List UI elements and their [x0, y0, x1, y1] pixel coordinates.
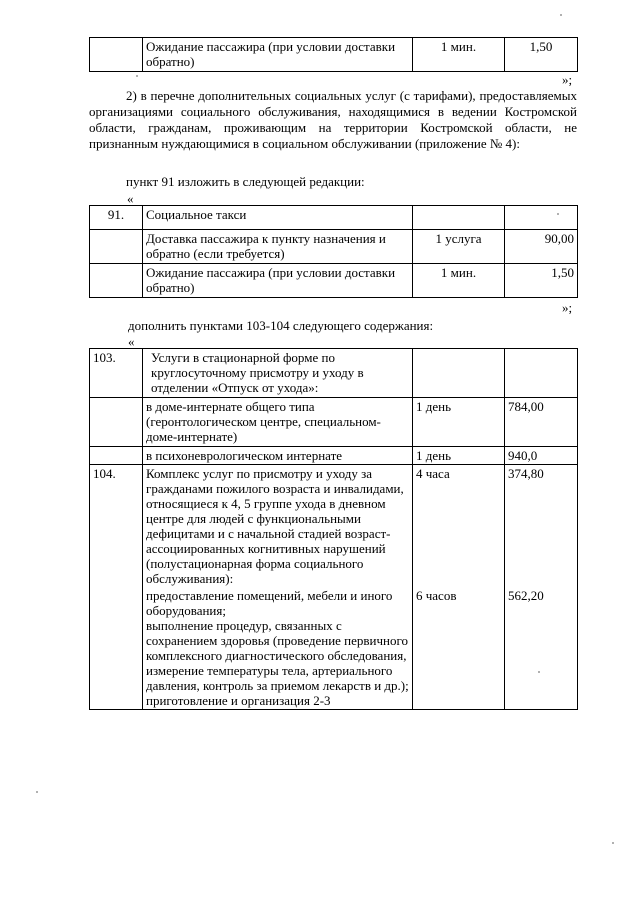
service-name: в психоневрологическом интернате [143, 447, 413, 465]
tariff-table-103-104 [89, 348, 578, 710]
price-cell [505, 206, 578, 230]
price-cell: 562,20 [505, 587, 578, 710]
price-cell: 940,0 [505, 447, 578, 465]
unit-cell: 1 мин. [413, 38, 505, 72]
item-number: 91. [90, 206, 143, 230]
price-cell: 784,00 [505, 398, 578, 447]
price-cell: 1,50 [505, 38, 578, 72]
unit-cell: 1 услуга [413, 230, 505, 264]
closing-quote: »; [562, 300, 573, 315]
scan-speck [538, 671, 540, 673]
unit-cell [413, 349, 505, 398]
service-name: Услуги в стационарной форме по круглосуточному присмотру и уходу в отделении «Отпуск от ухода»: [143, 349, 413, 398]
unit-cell: 4 часа [413, 465, 505, 588]
service-name: Ожидание пассажира (при условии доставки обратно) [143, 38, 413, 72]
scan-speck [557, 213, 559, 215]
paragraph-2: 2) в перечне дополнительных социальных услуг (с тарифами), предоставляемых организациями социального обслуживания, находящимися в ведении Костромской области, гражданам, проживающим на территории Костромской области, не признанным нуждающимися в социальном обслуживании (приложение № 4): [89, 88, 577, 151]
unit-cell [413, 206, 505, 230]
price-cell: 90,00 [505, 230, 578, 264]
service-name: Социальное такси [143, 206, 413, 230]
table-row [90, 230, 578, 264]
service-name: Комплекс услуг по присмотру и уходу за гражданами пожилого возраста и инвалидами, относящиеся к 4, 5 группе ухода в дневном центре для людей с функциональными дефицитами и с начальной стадией возраст-ассоциированных когнитивных нарушений (полустационарная форма социального обслуживания): [143, 465, 413, 588]
add-items-instruction: дополнить пунктами 103-104 следующего содержания: [128, 318, 434, 333]
service-name: Ожидание пассажира (при условии доставки обратно) [143, 264, 413, 298]
table-row [90, 587, 578, 710]
closing-quote: »; [562, 72, 573, 87]
unit-cell: 1 день [413, 398, 505, 447]
scan-speck [612, 842, 614, 844]
price-cell [505, 349, 578, 398]
unit-cell: 1 мин. [413, 264, 505, 298]
table-row [90, 349, 578, 398]
opening-quote: « [127, 191, 134, 206]
tariff-table-top [89, 37, 578, 72]
price-cell: 374,80 [505, 465, 578, 588]
service-name: предоставление помещений, мебели и иного оборудования; выполнение процедур, связанных с сохранением здоровья (проведение первичного комплексного диагностического обследования, измерение температуры тела, артериального давления, контроль за приемом лекарств и др.); приготовление и организация 2-3 [143, 587, 413, 710]
opening-quote: « [128, 334, 135, 349]
tariff-table-91 [89, 205, 578, 298]
table-row [90, 206, 578, 230]
item-91-instruction: пункт 91 изложить в следующей редакции: [126, 174, 365, 189]
service-name: Доставка пассажира к пункту назначения и обратно (если требуется) [143, 230, 413, 264]
item-number [90, 38, 143, 72]
item-number [90, 230, 143, 264]
scan-speck [36, 791, 38, 793]
item-number [90, 264, 143, 298]
item-number [90, 398, 143, 447]
table-row [90, 447, 578, 465]
unit-cell: 6 часов [413, 587, 505, 710]
scan-speck [136, 75, 138, 77]
table-row [90, 264, 578, 298]
scan-speck [560, 14, 562, 16]
item-number: 103. [90, 349, 143, 398]
service-name: в доме-интернате общего типа (геронтологическом центре, специальном-доме-интернате) [143, 398, 413, 447]
price-cell: 1,50 [505, 264, 578, 298]
unit-cell: 1 день [413, 447, 505, 465]
item-number: 104. [90, 465, 143, 710]
table-row [90, 398, 578, 447]
table-row [90, 38, 578, 72]
item-number [90, 447, 143, 465]
table-row [90, 465, 578, 588]
